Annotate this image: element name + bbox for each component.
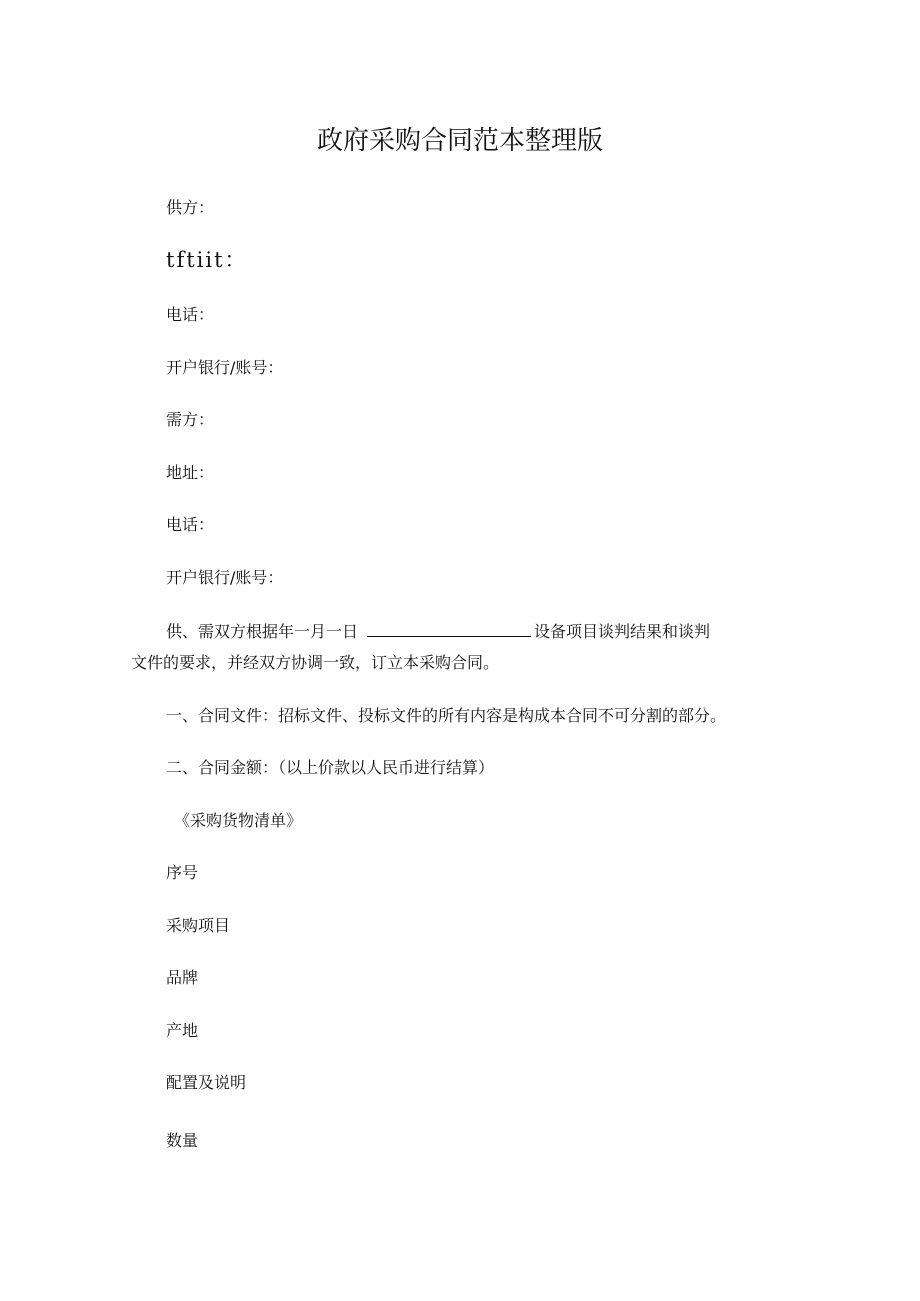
column-purchase-item: 采购项目	[166, 916, 231, 935]
column-origin: 产地	[166, 1021, 199, 1040]
preamble-text-after: 设备项目谈判结果和谈判	[534, 622, 711, 641]
project-name-blank	[367, 620, 531, 637]
supplier-phone-label: 电话：	[166, 305, 215, 324]
column-brand: 品牌	[166, 968, 199, 987]
column-quantity: 数量	[166, 1131, 199, 1150]
purchase-list-title: 《采购货物清单》	[174, 811, 303, 830]
clause-contract-amount: 二、合同金额：（以上价款以人民币进行结算）	[166, 758, 495, 777]
preamble-line-2: 文件的要求，并经双方协调一致，订立本采购合同。	[131, 653, 500, 672]
column-configuration: 配置及说明	[166, 1073, 247, 1092]
document-title: 政府采购合同范本整理版	[316, 126, 603, 156]
buyer-address-label: 地址：	[166, 463, 215, 482]
preamble-text-before: 供、需双方根据年一月一日	[166, 622, 359, 641]
supplier-bank-label: 开户银行/账号：	[166, 358, 284, 377]
supplier-address-label: tftiit：	[166, 248, 248, 272]
buyer-label: 需方：	[166, 410, 215, 429]
preamble-line-1	[166, 620, 710, 643]
column-serial-number: 序号	[166, 863, 199, 882]
buyer-phone-label: 电话：	[166, 515, 215, 534]
clause-contract-documents: 一、合同文件：招标文件、投标文件的所有内容是构成本合同不可分割的部分。	[166, 706, 727, 725]
buyer-bank-label: 开户银行/账号：	[166, 568, 284, 587]
supplier-label: 供方：	[166, 198, 215, 217]
